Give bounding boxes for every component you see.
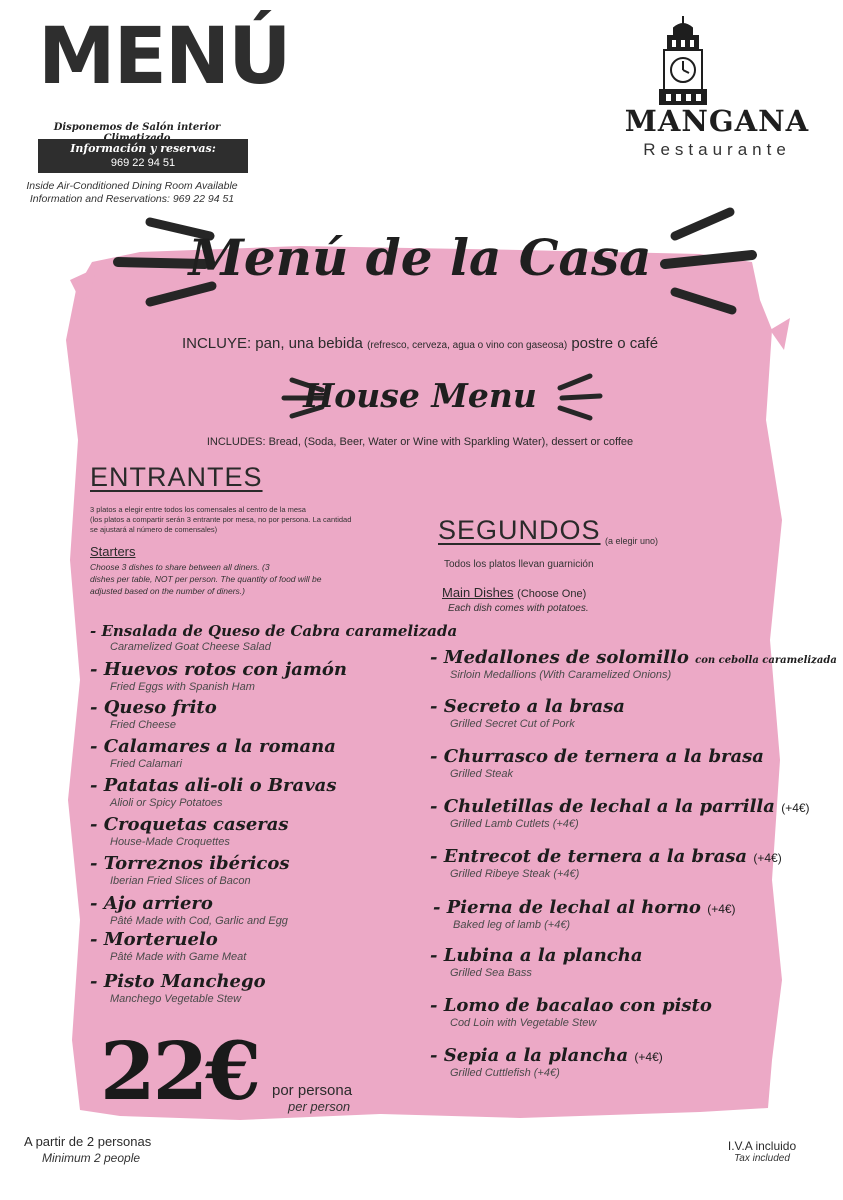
- starter-name-en: Pâté Made with Cod, Garlic and Egg: [110, 915, 288, 927]
- english-info-line-1: Inside Air-Conditioned Dining Room Available: [26, 180, 238, 192]
- main-name-en: Grilled Ribeye Steak (+4€): [450, 868, 580, 880]
- starters-note: [90, 561, 380, 597]
- main-name-es: [430, 1045, 663, 1066]
- starter-name-en: Caramelized Goat Cheese Salad: [110, 641, 271, 653]
- house-menu-title-es: Menú de la Casa: [188, 228, 652, 287]
- main-name-en: Grilled Secret Cut of Pork: [450, 718, 575, 730]
- main-name-es: - Lubina a la plancha: [430, 945, 643, 966]
- includes-es: [110, 335, 730, 352]
- reservations-phone: 969 22 94 51: [110, 157, 176, 169]
- minimum-people-es: A partir de 2 personas: [24, 1134, 152, 1149]
- main-name-es-text: - Entrecot de ternera a la brasa: [430, 846, 748, 867]
- starters-note-line: adjusted based on the number of diners.): [90, 586, 245, 596]
- tax-included-es: I.V.A incluido: [727, 1139, 797, 1153]
- includes-en: INCLUDES: Bread, (Soda, Beer, Water or Wine with Sparkling Water), dessert or coffee: [206, 436, 634, 448]
- starter-name-en: Manchego Vegetable Stew: [110, 993, 242, 1005]
- main-item: [433, 897, 736, 931]
- main-item: [430, 945, 643, 979]
- salon-note: Disponemos de Salón interior: [53, 122, 221, 133]
- segundos-note: Todos los platos llevan guarnición: [444, 559, 594, 570]
- starter-item: [90, 659, 347, 693]
- starter-item: [90, 971, 266, 1005]
- starter-name-es: - Torreznos ibéricos: [90, 853, 290, 874]
- starter-name-en: House-Made Croquettes: [110, 836, 230, 848]
- main-name-es: - Churrasco de ternera a la brasa: [430, 746, 764, 767]
- starter-name-en: Iberian Fried Slices of Bacon: [110, 875, 251, 887]
- main-name-es: - Secreto a la brasa: [430, 696, 625, 717]
- main-item: [430, 846, 782, 880]
- includes-es-drinks: (refresco, cerveza, agua o vino con gaseosa): [367, 340, 568, 351]
- tax-included-en: Tax included: [734, 1153, 790, 1164]
- main-name-es: [430, 846, 782, 867]
- menu-price: 22€: [100, 1024, 258, 1118]
- supplement-price: (+4€): [707, 902, 736, 916]
- entrantes-note-line: (los platos a compartir serán 3 entrante por mesa, no por persona. La cantidad: [90, 515, 352, 524]
- reservations-label: Información y reservas:: [70, 142, 216, 155]
- main-dishes-choose: (Choose One): [517, 588, 587, 600]
- starter-item: [90, 775, 336, 809]
- starter-name-en: Fried Calamari: [110, 758, 183, 770]
- main-name-es-text: - Pierna de lechal al horno: [433, 897, 701, 918]
- main-name-es-text: - Medallones de solomillo: [430, 647, 689, 668]
- starter-name-es: - Croquetas caseras: [90, 814, 289, 835]
- starter-name-en: Pâté Made with Game Meat: [110, 951, 247, 963]
- per-person-en: per person: [288, 1099, 351, 1114]
- main-name-en: Sirloin Medallions (With Caramelized Onions): [450, 669, 672, 681]
- restaurant-logo-name: MANGANA: [624, 104, 810, 138]
- starter-name-es: - Queso frito: [90, 697, 217, 718]
- starters-heading: Starters: [90, 544, 136, 559]
- supplement-price: (+4€): [781, 801, 810, 815]
- starter-item: [90, 893, 288, 927]
- main-dishes-heading: [442, 585, 586, 600]
- restaurant-logo-subtitle: Restaurante: [643, 140, 791, 159]
- starter-name-es: - Ensalada de Queso de Cabra caramelizada: [90, 622, 458, 640]
- entrantes-note: [90, 505, 380, 535]
- starter-name-es: - Ajo arriero: [90, 893, 213, 914]
- minimum-people-en: Minimum 2 people: [42, 1151, 141, 1165]
- main-name-en: Baked leg of lamb (+4€): [453, 919, 571, 931]
- clock-tower-icon: [654, 14, 712, 106]
- reservations-box: [38, 139, 248, 173]
- starter-item: [90, 929, 246, 963]
- house-menu-title-en: House Menu: [303, 376, 537, 415]
- english-info-line-2: Information and Reservations: 969 22 94 51: [29, 193, 235, 205]
- main-name-en: Cod Loin with Vegetable Stew: [450, 1017, 597, 1029]
- main-item: [430, 1045, 663, 1079]
- segundos-choose-one: (a elegir uno): [605, 536, 659, 546]
- starter-name-en: Fried Cheese: [110, 719, 177, 731]
- english-info: [8, 180, 256, 206]
- supplement-price: (+4€): [634, 1050, 663, 1064]
- supplement-price: (+4€): [753, 851, 782, 865]
- main-name-en: Grilled Lamb Cutlets (+4€): [450, 818, 579, 830]
- main-item: [430, 647, 837, 681]
- starter-name-es: - Patatas ali-oli o Bravas: [90, 775, 337, 796]
- main-name-en: Grilled Cuttlefish (+4€): [450, 1067, 560, 1079]
- includes-es-main: INCLUYE: pan, una bebida: [181, 335, 363, 352]
- starter-item: [90, 853, 290, 887]
- main-name-en: Grilled Steak: [450, 768, 513, 780]
- starter-name-es: - Morteruelo: [90, 929, 218, 950]
- main-name-es-text: - Chuletillas de lechal a la parrilla: [430, 796, 775, 817]
- main-dishes-title: Main Dishes: [442, 585, 514, 600]
- starter-item: [90, 814, 289, 848]
- main-name-en: Grilled Sea Bass: [450, 967, 532, 979]
- starter-item: [90, 736, 336, 770]
- starter-item: [90, 622, 457, 653]
- main-name-es: [433, 897, 736, 918]
- main-name-es: - Lomo de bacalao con pisto: [430, 995, 712, 1016]
- main-item: [430, 796, 810, 830]
- per-person-es: por persona: [272, 1082, 353, 1099]
- main-name-es-detail: con cebolla caramelizada: [695, 655, 837, 666]
- entrantes-note-line: 3 platos a elegir entre todos los comensales al centro de la mesa: [90, 505, 306, 514]
- starters-note-line: Choose 3 dishes to share between all diners. (3: [90, 562, 270, 572]
- main-dishes-note: Each dish comes with potatoes.: [448, 603, 589, 614]
- starter-item: [90, 697, 217, 731]
- segundos-heading: SEGUNDOS: [438, 515, 601, 545]
- main-item: [430, 696, 625, 730]
- menu-title: MENÚ: [38, 12, 290, 102]
- main-name-es: [430, 796, 810, 817]
- starter-name-en: Alioli or Spicy Potatoes: [110, 797, 223, 809]
- starter-name-es: - Calamares a la romana: [90, 736, 336, 757]
- starter-name-es: - Pisto Manchego: [90, 971, 266, 992]
- main-item: [430, 995, 712, 1029]
- entrantes-note-line: se ajustará al número de comensales): [90, 525, 218, 534]
- includes-es-dessert: postre o café: [571, 335, 659, 352]
- main-name-es: [430, 647, 837, 668]
- entrantes-heading: ENTRANTES: [90, 462, 263, 492]
- starter-name-es: - Huevos rotos con jamón: [90, 659, 347, 680]
- starters-note-line: dishes per table, NOT per person. The quantity of food will be: [90, 574, 322, 584]
- main-name-es-text: - Sepia a la plancha: [430, 1045, 629, 1066]
- starter-name-en: Fried Eggs with Spanish Ham: [110, 681, 255, 693]
- main-item: [430, 746, 764, 780]
